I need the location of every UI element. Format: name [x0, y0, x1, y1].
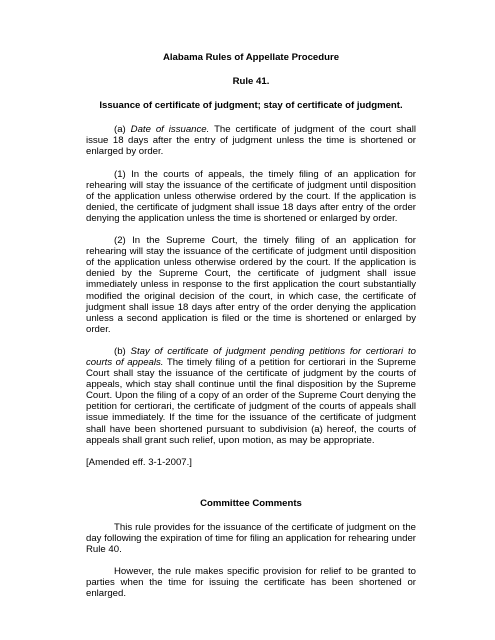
- paragraph-b: [86, 346, 416, 446]
- paragraph-a-prefix: (a): [114, 124, 131, 136]
- rule-heading: Issuance of certificate of judgment; stay of certificate of judgment.: [99, 100, 403, 112]
- paragraph-a-text: The certificate of judgment of the court shall issue 18 days after the entry of judgment unless the time is shortened or enlarged by order.: [86, 124, 416, 158]
- committee-paragraph-1: This rule provides for the issuance of the certificate of judgment on the day following the expiration of time for filing an application for rehearing under Rule 40.: [86, 521, 416, 556]
- paragraph-a2: [86, 235, 416, 335]
- paragraph-b-prefix: (b): [114, 345, 131, 357]
- paragraph-b-text: The timely filing of a petition for certiorari in the Supreme Court shall stay the issuance of the certificate of judgment by the courts of appeals, which stay shall continue until the final disposition by the Supreme Court. Upon the filing of a copy of an order of the Supreme Court denying the petition for certiorari, the certificate of judgment of the courts of appeals shall issue immediately. If the time for the issuance of the certificate of judgment shall have been shortened pursuant to subdivision (a) hereof, the courts of appeals shall grant such relief, upon motion, as may be appropriate.: [86, 356, 416, 446]
- paragraph-b-italic-heading: Stay of certificate of judgment pending petitions for certiorari to courts of appeals.: [86, 345, 416, 368]
- committee-comments-heading: Committee Comments: [200, 497, 302, 509]
- amendment-note: [Amended eff. 3-1-2007.]: [86, 456, 192, 468]
- paragraph-a: [86, 124, 416, 157]
- paragraph-a2-text: (2) In the Supreme Court, the timely filing of an application for rehearing will stay the issuance of the certificate of judgment until disposition of the application unless otherwise ordered by the court. If the application is denied by the Supreme Court, the certificate of judgment shall issue immediately unless in response to the first application the court substantially modified the original decision of the court, in which case, the certificate of judgment shall issue 18 days after entry of the order denying the application unless a second application is filed or the time is shortened or enlarged by order.: [86, 235, 416, 335]
- paragraph-a-italic-heading: Date of issuance.: [130, 124, 210, 136]
- document-title: Alabama Rules of Appellate Procedure: [162, 52, 340, 63]
- rule-number: Rule 41.: [232, 76, 270, 88]
- document-body: [86, 52, 416, 610]
- committee-paragraph-2: However, the rule makes specific provision for relief to be granted to parties when the time for issuing the certificate has been shortened or enlarged.: [86, 566, 416, 600]
- paragraph-a1: [86, 169, 416, 224]
- paragraph-a1-text: (1) In the courts of appeals, the timely filing of an application for rehearing will stay the issuance of the certificate of judgment until disposition of the application unless otherwise ordered by the court. If the application is denied, the certificate of judgment shall issue 18 days after entry of the order denying the application unless the time is shortened or enlarged by order.: [86, 168, 416, 224]
